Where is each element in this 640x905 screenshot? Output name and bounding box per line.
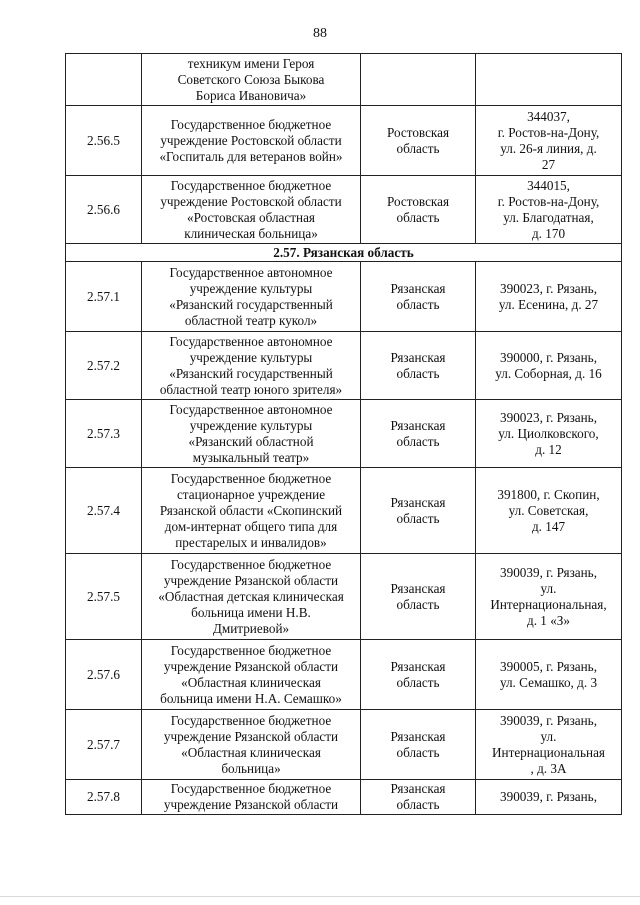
- row-number: [66, 54, 142, 106]
- region: Рязанская область: [361, 710, 476, 780]
- table-row: [66, 332, 622, 400]
- table-row: [66, 262, 622, 332]
- table-row: [66, 780, 622, 815]
- institution-name: Государственное бюджетное учреждение Ростовской области «Госпиталь для ветеранов войн»: [142, 106, 361, 176]
- row-number: 2.57.6: [66, 640, 142, 710]
- scan-edge-divider: [0, 896, 640, 897]
- institution-name: Государственное бюджетное учреждение Рязанской области «Областная детская клиническая больница имени Н.В. Дмитриевой»: [142, 554, 361, 640]
- institution-name: Государственное бюджетное учреждение Ростовской области «Ростовская областная клиническая больница»: [142, 176, 361, 244]
- table-row: [66, 468, 622, 554]
- table-row: [66, 54, 622, 106]
- address: 390023, г. Рязань, ул. Циолковского, д. 12: [476, 400, 622, 468]
- address: 390039, г. Рязань, ул. Интернациональная , д. 3А: [476, 710, 622, 780]
- region: Рязанская область: [361, 468, 476, 554]
- table-row: [66, 640, 622, 710]
- institution-name: Государственное бюджетное учреждение Рязанской области: [142, 780, 361, 815]
- row-number: 2.56.5: [66, 106, 142, 176]
- address: [476, 54, 622, 106]
- institution-name: Государственное автономное учреждение культуры «Рязанский государственный областной театр юного зрителя»: [142, 332, 361, 400]
- table-row: [66, 106, 622, 176]
- row-number: 2.56.6: [66, 176, 142, 244]
- institution-name: Государственное бюджетное учреждение Рязанской области «Областная клиническая больница»: [142, 710, 361, 780]
- region: Рязанская область: [361, 554, 476, 640]
- row-number: 2.57.2: [66, 332, 142, 400]
- page-number: 88: [313, 26, 327, 41]
- address: 344037, г. Ростов-на-Дону, ул. 26-я линия, д. 27: [476, 106, 622, 176]
- row-number: 2.57.3: [66, 400, 142, 468]
- section-title: 2.57. Рязанская область: [66, 244, 622, 262]
- region: Рязанская область: [361, 640, 476, 710]
- table-row: [66, 400, 622, 468]
- region: Ростовская область: [361, 176, 476, 244]
- row-number: 2.57.8: [66, 780, 142, 815]
- address: 390039, г. Рязань,: [476, 780, 622, 815]
- institution-name: Государственное автономное учреждение культуры «Рязанский государственный областной театр кукол»: [142, 262, 361, 332]
- address: 390000, г. Рязань, ул. Соборная, д. 16: [476, 332, 622, 400]
- region: Рязанская область: [361, 780, 476, 815]
- row-number: 2.57.4: [66, 468, 142, 554]
- region: [361, 54, 476, 106]
- table-row: [66, 554, 622, 640]
- institution-name: техникум имени Героя Советского Союза Быкова Бориса Ивановича»: [142, 54, 361, 106]
- table-row: [66, 176, 622, 244]
- institutions-table: [65, 53, 622, 815]
- address: 390039, г. Рязань, ул. Интернациональная, д. 1 «З»: [476, 554, 622, 640]
- address: 391800, г. Скопин, ул. Советская, д. 147: [476, 468, 622, 554]
- address: 390005, г. Рязань, ул. Семашко, д. 3: [476, 640, 622, 710]
- row-number: 2.57.5: [66, 554, 142, 640]
- address: 390023, г. Рязань, ул. Есенина, д. 27: [476, 262, 622, 332]
- row-number: 2.57.7: [66, 710, 142, 780]
- row-number: 2.57.1: [66, 262, 142, 332]
- institution-name: Государственное бюджетное стационарное учреждение Рязанской области «Скопинский дом-интернат общего типа для престарелых и инвалидов»: [142, 468, 361, 554]
- region: Ростовская область: [361, 106, 476, 176]
- table-row: [66, 710, 622, 780]
- region: Рязанская область: [361, 332, 476, 400]
- institutions-table-wrap: [65, 53, 611, 815]
- region: Рязанская область: [361, 262, 476, 332]
- address: 344015, г. Ростов-на-Дону, ул. Благодатная, д. 170: [476, 176, 622, 244]
- region: Рязанская область: [361, 400, 476, 468]
- institution-name: Государственное автономное учреждение культуры «Рязанский областной музыкальный театр»: [142, 400, 361, 468]
- section-header: [66, 244, 622, 262]
- institution-name: Государственное бюджетное учреждение Рязанской области «Областная клиническая больница имени Н.А. Семашко»: [142, 640, 361, 710]
